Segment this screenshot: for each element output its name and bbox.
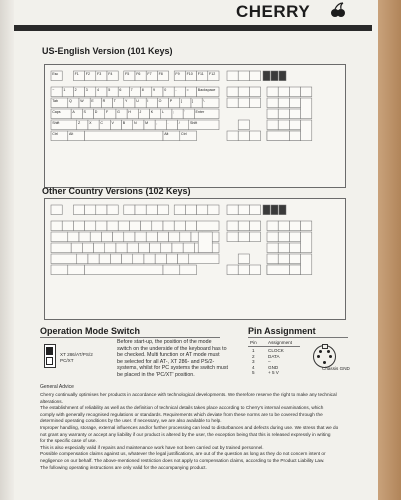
- keyboard-key: [263, 205, 270, 215]
- keyboard-key: [178, 254, 189, 264]
- pin-assignment-rule: [248, 337, 348, 338]
- keyboard-key-label: 8: [141, 88, 144, 93]
- keyboard-key-label: F8: [158, 72, 163, 77]
- keyboard-key-label: 4: [97, 88, 99, 93]
- keyboard-key: [249, 87, 260, 97]
- keyboard-key-label: /: [178, 121, 180, 126]
- mode-text-line: Before start-up, the position of the mode: [117, 339, 212, 345]
- keyboard-key-label: X: [89, 121, 92, 126]
- keyboard-key: [155, 254, 166, 264]
- keyboard-key: [227, 131, 238, 141]
- keyboard-key: [51, 254, 77, 264]
- keyboard-key: [238, 98, 249, 108]
- keyboard-key: [289, 109, 300, 119]
- keyboard-key-label: I: [147, 99, 149, 104]
- keyboard-key: [157, 232, 168, 242]
- keyboard-key: [289, 98, 300, 108]
- us-keyboard-diagram: [44, 64, 346, 188]
- keyboard-key: [77, 254, 88, 264]
- keyboard-key: [278, 87, 289, 97]
- keyboard-key: [249, 71, 260, 81]
- keyboard-key-label: 3: [85, 88, 88, 93]
- keyboard-key: [124, 205, 135, 215]
- keyboard-key-label: K: [150, 110, 154, 115]
- keyboard-key: [198, 232, 212, 253]
- keyboard-key: [79, 232, 90, 242]
- keyboard-key-label: O: [158, 99, 162, 104]
- keyboard-key-label: E: [91, 99, 94, 104]
- keyboard-key: [73, 205, 84, 215]
- keyboard-key-label: 5: [108, 88, 111, 93]
- keyboard-key-label: Shift: [52, 121, 60, 126]
- keyboard-key: [90, 232, 101, 242]
- keyboard-key: [157, 205, 168, 215]
- keyboard-key: [85, 205, 96, 215]
- general-advice-body: [40, 392, 374, 471]
- mode-label-at: XT 286/AT/PS/2: [60, 352, 93, 357]
- keyboard-key-label: ,: [156, 121, 158, 126]
- keyboard-key: [152, 221, 163, 231]
- page-edge: [378, 0, 401, 500]
- keyboard-key-label: Tab: [52, 99, 58, 104]
- keyboard-key: [289, 243, 300, 253]
- keyboard-key: [99, 254, 110, 264]
- us-keyboard-keys: [45, 65, 345, 187]
- mode-switch-title: Operation Mode Switch: [40, 326, 141, 336]
- keyboard-key: [301, 120, 312, 141]
- keyboard-key: [146, 232, 157, 242]
- keyboard-key: [163, 265, 180, 275]
- keyboard-key-label: Ctrl: [52, 132, 58, 137]
- keyboard-key-label: F2: [85, 72, 91, 77]
- keyboard-key: [238, 205, 249, 215]
- keyboard-key: [267, 120, 278, 130]
- keyboard-key: [267, 265, 289, 275]
- advice-line: not grant any warranty or accept any liability if our product is altered by the user, the exception being that this is released expressly in writing: [40, 431, 331, 437]
- keyboard-key: [161, 243, 172, 253]
- keyboard-key-label: M: [145, 121, 149, 126]
- keyboard-key: [289, 265, 300, 275]
- mode-label-xt: PC/XT: [60, 358, 74, 363]
- advice-line: determined operating conditions by the user. If necessary, we are also available to help.: [40, 418, 222, 424]
- chassis-gnd-label: Chassis GND: [322, 366, 350, 371]
- keyboard-key: [249, 98, 260, 108]
- keyboard-key-label: F9: [175, 72, 180, 77]
- keyboard-key: [267, 109, 278, 119]
- other-keyboard-keys: [45, 199, 345, 319]
- keyboard-key: [279, 71, 286, 81]
- pin-signal: DATA: [268, 353, 280, 359]
- keyboard-key: [183, 243, 194, 253]
- keyboard-key: [238, 87, 249, 97]
- advice-line: This is also especially valid if repairs and maintenance work have not been carried out by trained personnel.: [40, 444, 264, 450]
- pin-number-column: [252, 348, 255, 376]
- pin-signal: + 5 V: [268, 370, 279, 376]
- keyboard-key-label: G: [117, 110, 120, 115]
- keyboard-key-label: F5: [125, 72, 130, 77]
- keyboard-key-label: F7: [147, 72, 152, 77]
- keyboard-key: [238, 221, 249, 231]
- keyboard-key: [249, 221, 260, 231]
- keyboard-key: [96, 205, 107, 215]
- pin-table-rule: [248, 346, 300, 347]
- keyboard-key: [249, 131, 260, 141]
- keyboard-key: [135, 205, 146, 215]
- keyboard-key: [227, 232, 238, 242]
- keyboard-key-label: D: [94, 110, 98, 115]
- keyboard-key-label: Enter: [195, 110, 205, 115]
- keyboard-key: [185, 221, 196, 231]
- keyboard-key-label: A: [72, 110, 75, 115]
- keyboard-key: [301, 221, 312, 231]
- keyboard-key: [101, 232, 112, 242]
- keyboard-key: [146, 205, 157, 215]
- pin-assignment-title: Pin Assignment: [248, 326, 316, 336]
- keyboard-key-label: L: [161, 110, 164, 115]
- keyboard-key-label: =: [186, 88, 189, 93]
- keyboard-key: [180, 232, 191, 242]
- advice-line: negligence on our behalf. The above-mentioned restriction does not apply to compensation claims, according to the Product Liability Law.: [40, 457, 325, 463]
- keyboard-key-label: Y: [125, 99, 128, 104]
- keyboard-key: [227, 98, 238, 108]
- mode-switch-text: [117, 339, 243, 378]
- brand-logo-text: CHERRY: [236, 2, 311, 21]
- keyboard-key: [289, 232, 300, 242]
- keyboard-key: [174, 205, 185, 215]
- keyboard-key: [51, 232, 68, 242]
- pin-signal: –: [268, 359, 271, 365]
- keyboard-key: [289, 254, 300, 264]
- keyboard-key: [180, 265, 197, 275]
- keyboard-key: [278, 232, 289, 242]
- keyboard-key-label: B: [122, 121, 126, 126]
- keyboard-key: [96, 221, 107, 231]
- keyboard-key: [107, 205, 118, 215]
- keyboard-key-label: 6: [119, 88, 122, 93]
- keyboard-key-label: -: [175, 88, 177, 93]
- keyboard-key: [289, 221, 300, 231]
- keyboard-key: [267, 243, 278, 253]
- keyboard-key-label: T: [113, 99, 117, 104]
- keyboard-key: [127, 243, 138, 253]
- keyboard-key: [163, 221, 174, 231]
- keyboard-key: [289, 131, 300, 141]
- keyboard-key-label: ]: [192, 99, 194, 104]
- pin-assignment-column: [268, 348, 284, 376]
- keyboard-key-label: F11: [197, 72, 204, 77]
- pin-header: Pin: [250, 340, 257, 345]
- keyboard-key: [301, 232, 312, 253]
- advice-line: Possible compensation claims against us, whatever the legal justifications, are out of the question as long as they do not concern intent or: [40, 451, 326, 457]
- keyboard-key-label: W: [80, 99, 84, 104]
- keyboard-key: [144, 254, 155, 264]
- keyboard-key-label: N: [133, 121, 137, 126]
- keyboard-key: [118, 221, 129, 231]
- keyboard-key: [82, 243, 93, 253]
- keyboard-key-label: Z: [77, 121, 81, 126]
- keyboard-key: [227, 205, 238, 215]
- advice-line: comply with generally recognised regulations or standards. Requirements which deviate from these norms are to be covered through the: [40, 411, 323, 417]
- mode-text-line: be placed in the 'PC/XT' position.: [117, 371, 195, 378]
- pin-signal: CLOCK: [268, 348, 284, 353]
- keyboard-key: [105, 243, 116, 253]
- keyboard-key: [172, 243, 183, 253]
- keyboard-key-label: F1: [74, 72, 79, 77]
- keyboard-key: [51, 221, 62, 231]
- keyboard-key-label: F12: [209, 72, 216, 77]
- mode-switch-rule: [40, 337, 220, 338]
- keyboard-key: [278, 109, 289, 119]
- keyboard-key-label: H: [128, 110, 131, 115]
- keyboard-key-label: 1: [63, 88, 66, 93]
- keyboard-key-label: Ctrl: [181, 132, 187, 137]
- keyboard-key: [51, 205, 62, 215]
- keyboard-key: [133, 254, 144, 264]
- keyboard-key-label: .: [167, 121, 169, 126]
- keyboard-key: [113, 232, 124, 242]
- keyboard-key: [278, 221, 289, 231]
- header-bar: [14, 25, 372, 31]
- mode-text-line: switch on the underside of the keyboard has to: [117, 345, 227, 352]
- keyboard-key: [124, 232, 135, 242]
- keyboard-key-label: C: [100, 121, 103, 126]
- keyboard-key-label: ;: [173, 110, 175, 115]
- cherry-logo-icon: [330, 2, 346, 18]
- keyboard-key-label: Caps: [52, 110, 61, 115]
- mode-text-line: be selected for all AT-, XT 286- and PS/2-: [117, 358, 215, 365]
- keyboard-key: [301, 254, 312, 275]
- keyboard-key-label: [: [181, 99, 182, 104]
- dip-switch-icon: [44, 344, 56, 368]
- keyboard-key: [189, 254, 219, 264]
- keyboard-key: [185, 205, 196, 215]
- keyboard-key: [141, 221, 152, 231]
- assignment-header: Assignment: [268, 340, 293, 345]
- keyboard-key: [197, 205, 208, 215]
- keyboard-key: [249, 205, 260, 215]
- keyboard-key: [110, 254, 121, 264]
- keyboard-key-label: Alt: [164, 132, 169, 137]
- keyboard-key-label: J: [139, 110, 142, 115]
- pin-number: 3: [252, 359, 255, 365]
- keyboard-key: [249, 232, 260, 242]
- keyboard-key-label: R: [102, 99, 106, 104]
- keyboard-key-label: F6: [136, 72, 141, 77]
- keyboard-key: [107, 221, 118, 231]
- keyboard-key-label: S: [83, 110, 86, 115]
- keyboard-key: [267, 221, 278, 231]
- keyboard-key: [227, 221, 238, 231]
- keyboard-key: [289, 87, 300, 97]
- keyboard-key: [150, 243, 161, 253]
- advice-line: The establishment of reliability as well as the definition of technical details takes place according to Cherry's internal examinations, which: [40, 405, 324, 411]
- keyboard-key: [227, 87, 238, 97]
- keyboard-key-label: F4: [108, 72, 113, 77]
- keyboard-key-label: Esc: [52, 72, 59, 77]
- keyboard-key: [208, 205, 219, 215]
- keyboard-key: [51, 243, 71, 253]
- keyboard-key: [238, 254, 249, 264]
- keyboard-key: [271, 71, 278, 81]
- din-connector-icon: [313, 345, 336, 368]
- keyboard-key-label: V: [111, 121, 114, 126]
- us-version-title: US-English Version (101 Keys): [42, 46, 173, 56]
- keyboard-key: [249, 265, 260, 275]
- keyboard-key: [301, 98, 312, 119]
- keyboard-key-label: \: [203, 99, 205, 104]
- keyboard-key-label: ': [184, 110, 186, 115]
- keyboard-key: [238, 120, 249, 130]
- keyboard-key: [238, 265, 249, 275]
- page-fold-shadow: [0, 0, 14, 500]
- keyboard-key: [301, 87, 312, 97]
- keyboard-key: [197, 221, 219, 231]
- pin-number: 5: [252, 370, 255, 376]
- keyboard-key: [135, 232, 146, 242]
- keyboard-key-label: U: [136, 99, 139, 104]
- keyboard-key-label: ~: [52, 88, 55, 93]
- keyboard-key: [71, 243, 82, 253]
- mode-text-line: systems, whilst for PC systems the switch must: [117, 365, 228, 371]
- general-advice-title: General Advice: [40, 384, 74, 390]
- advice-line: The following operating instructions are only valid for the accompanying product.: [40, 464, 207, 470]
- keyboard-key: [267, 131, 289, 141]
- other-version-title: Other Country Versions (102 Keys): [42, 186, 191, 196]
- keyboard-key: [166, 254, 177, 264]
- keyboard-key: [238, 131, 249, 141]
- keyboard-key-label: F3: [97, 72, 102, 77]
- keyboard-key: [174, 221, 185, 231]
- keyboard-key: [279, 205, 286, 215]
- keyboard-key-label: 7: [130, 88, 133, 93]
- keyboard-key: [122, 254, 133, 264]
- keyboard-key: [88, 254, 99, 264]
- pin-number: 4: [252, 364, 255, 370]
- keyboard-key: [68, 232, 79, 242]
- keyboard-key: [238, 232, 249, 242]
- keyboard-key: [85, 265, 163, 275]
- keyboard-key: [51, 265, 68, 275]
- keyboard-key-label: Alt: [69, 132, 74, 137]
- keyboard-key-label: 9: [153, 88, 155, 93]
- keyboard-key-label: F10: [186, 72, 193, 77]
- keyboard-key: [278, 243, 289, 253]
- keyboard-key: [62, 221, 73, 231]
- keyboard-key: [68, 265, 85, 275]
- advice-line: alterations.: [40, 398, 63, 404]
- keyboard-key: [278, 98, 289, 108]
- keyboard-key: [85, 131, 163, 141]
- mode-text-line: be checked. Multi function or AT mode must: [117, 352, 220, 358]
- pin-signal: GND: [268, 364, 279, 370]
- keyboard-key: [85, 221, 96, 231]
- keyboard-key: [227, 71, 238, 81]
- keyboard-key: [116, 243, 127, 253]
- keyboard-key: [129, 221, 140, 231]
- pin-number: 2: [252, 353, 255, 359]
- keyboard-key-label: P: [169, 99, 173, 104]
- pin-number: 1: [252, 348, 255, 353]
- keyboard-key-label: 2: [74, 88, 77, 93]
- keyboard-key: [138, 243, 149, 253]
- keyboard-key: [278, 120, 289, 130]
- keyboard-key-label: Q: [69, 99, 72, 104]
- advice-line: Cherry continually optimises her products in accordance with technological developments. We therefore reserve the right to make any technical: [40, 392, 337, 397]
- keyboard-key-label: Shift: [189, 121, 198, 126]
- keyboard-key: [289, 120, 300, 130]
- keyboard-key: [73, 221, 84, 231]
- keyboard-key: [169, 232, 180, 242]
- keyboard-key: [271, 205, 278, 215]
- keyboard-key: [278, 254, 289, 264]
- advice-line: Improper handling, storage, external influences and/or further processing can lead to disturbances and defects during use. We stress that we do: [40, 424, 339, 430]
- keyboard-key-label: Backspace: [197, 88, 216, 93]
- keyboard-key-label: 0: [164, 88, 167, 93]
- keyboard-key: [267, 232, 278, 242]
- keyboard-key: [267, 87, 278, 97]
- keyboard-key: [238, 71, 249, 81]
- keyboard-key: [267, 98, 278, 108]
- other-keyboard-diagram: [44, 198, 346, 320]
- keyboard-key: [267, 254, 278, 264]
- advice-line: for the specific case of use.: [40, 438, 97, 444]
- keyboard-key: [94, 243, 105, 253]
- keyboard-key: [227, 265, 238, 275]
- keyboard-key: [202, 98, 219, 108]
- keyboard-key-label: F: [105, 110, 109, 115]
- keyboard-key: [263, 71, 270, 81]
